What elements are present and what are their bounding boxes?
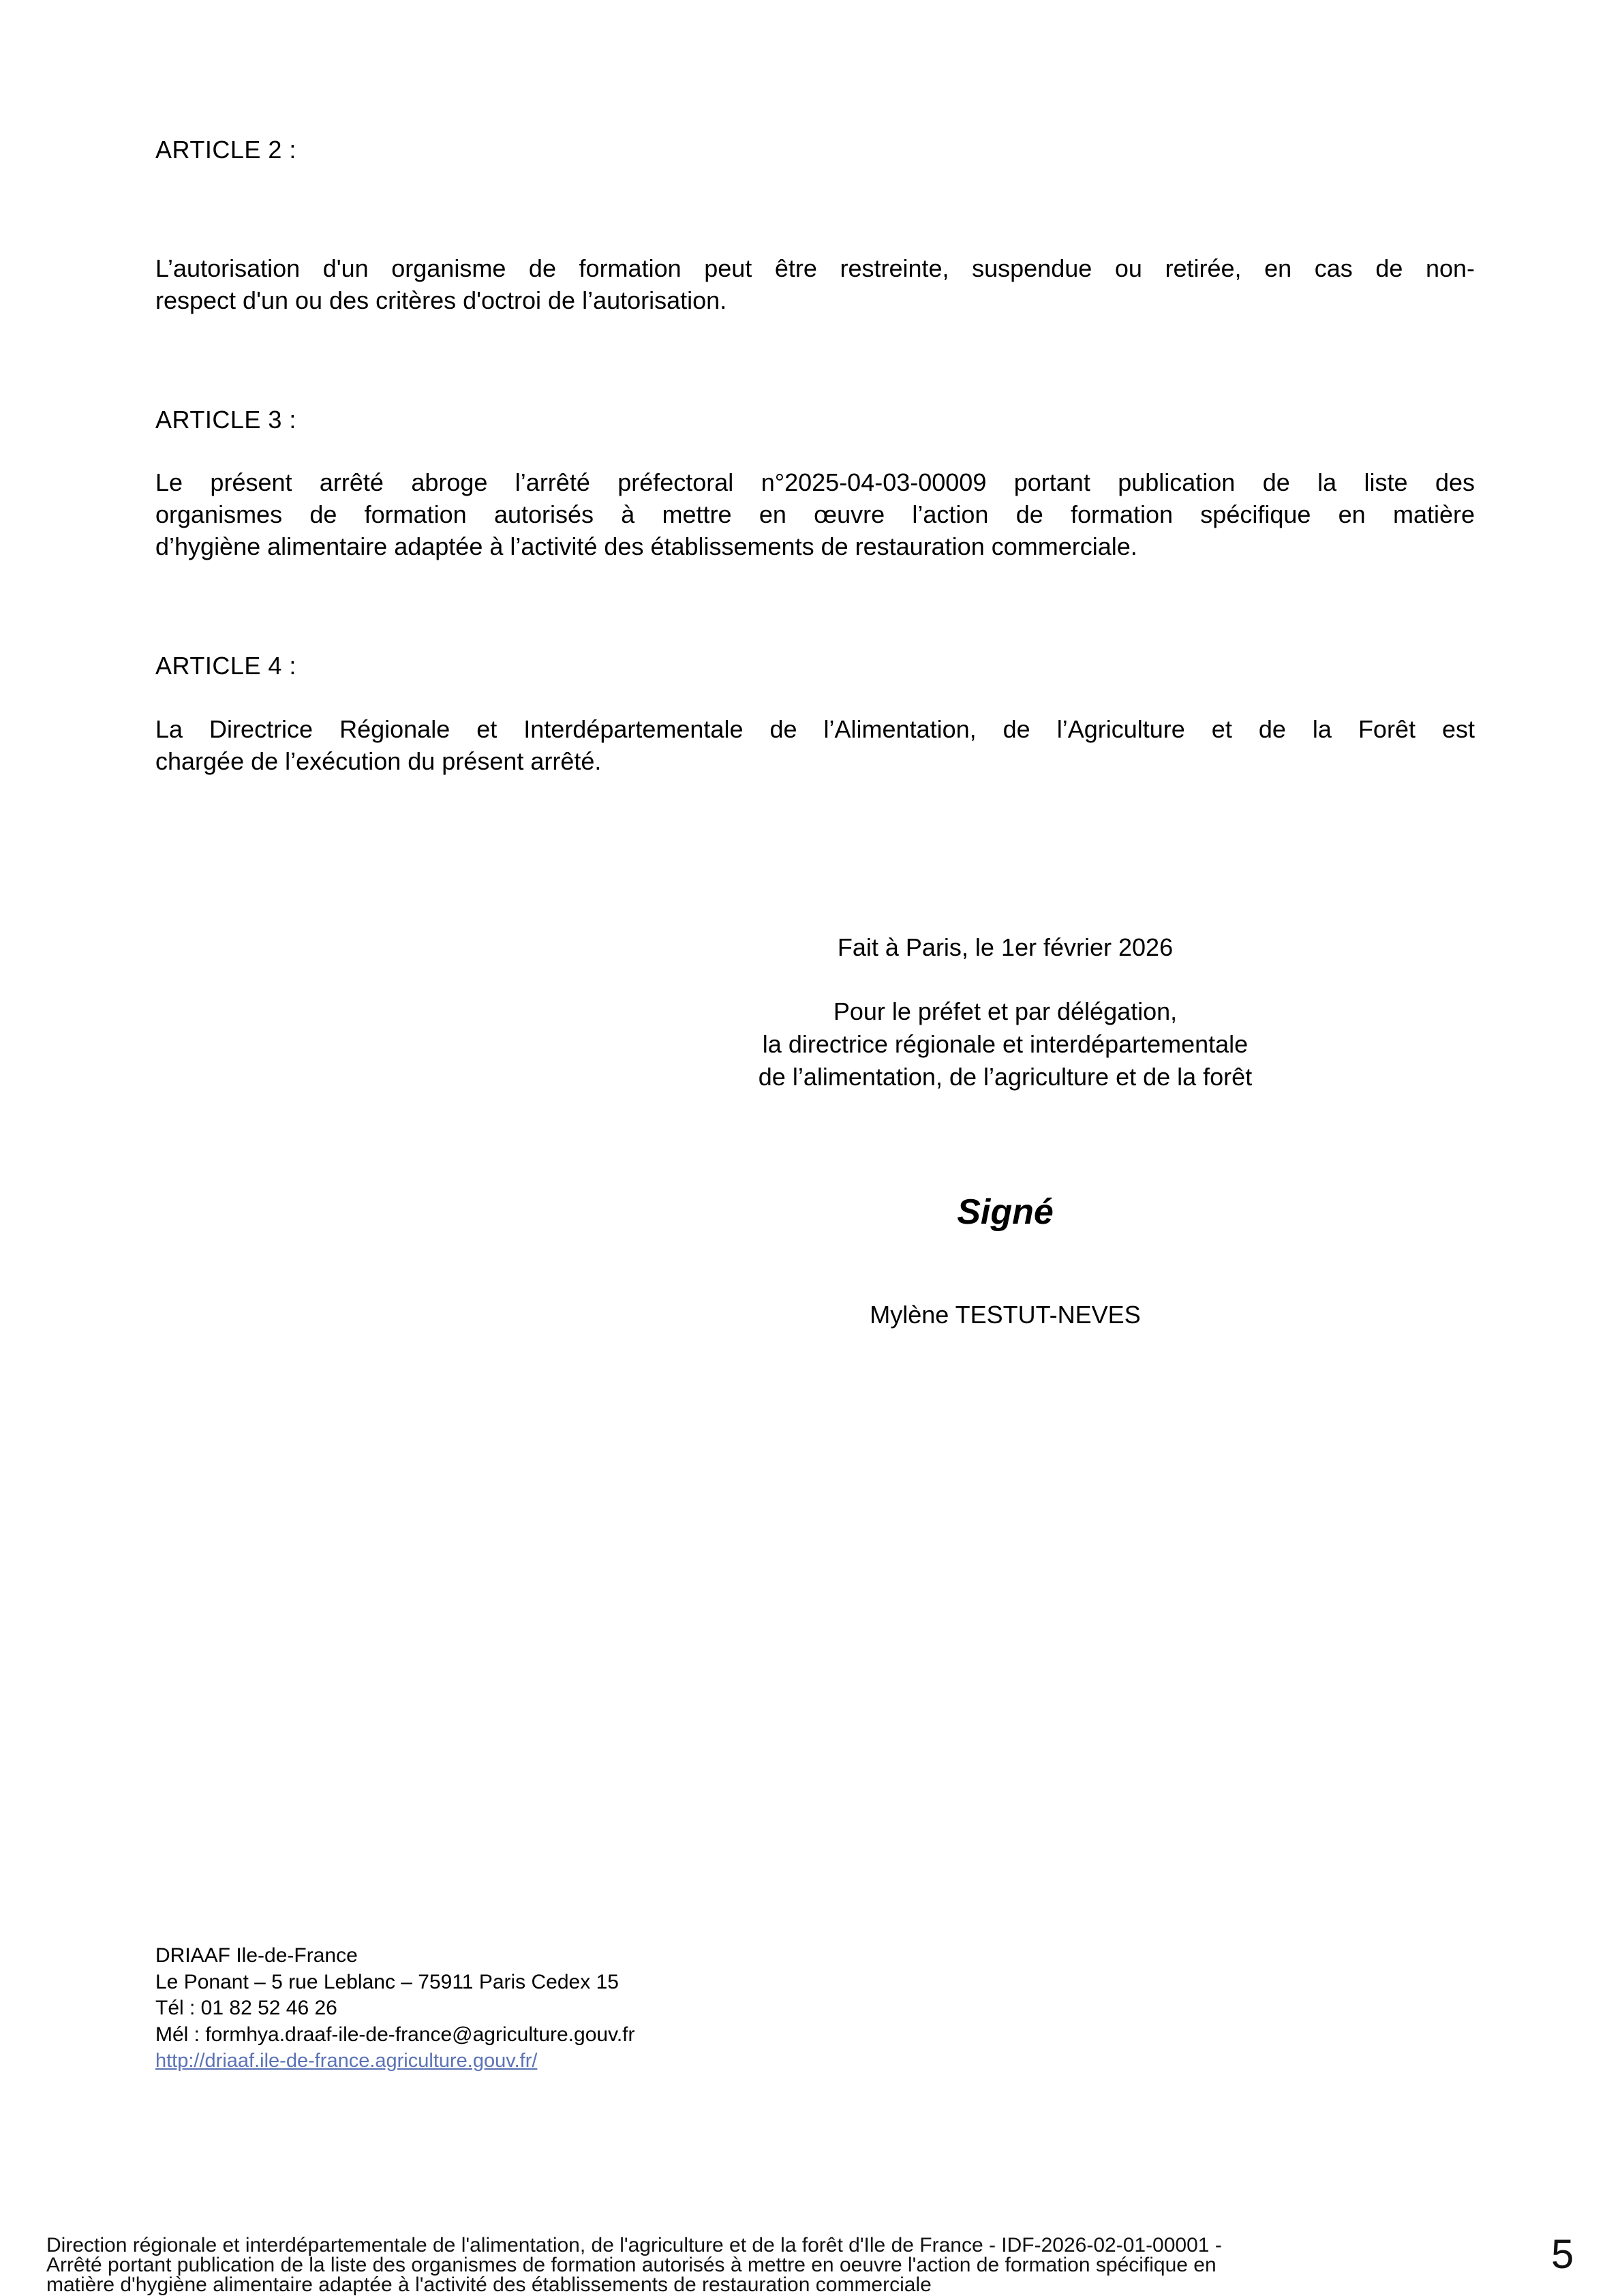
paragraph-line: organismes de formation autorisés à mettre en œuvre l’action de formation spécifique en matière: [155, 500, 1475, 528]
article-2-paragraph: [155, 252, 1475, 316]
signatory-name: Mylène TESTUT-NEVES: [870, 1301, 1141, 1329]
page-number: 5: [1551, 2231, 1574, 2277]
footer-line: matière d'hygiène alimentaire adaptée à l'activité des établissements de restauration commerciale: [46, 2274, 932, 2296]
delegation-line: la directrice régionale et interdépartementale: [762, 1030, 1249, 1058]
paragraph-line: La Directrice Régionale et Interdépartementale de l’Alimentation, de l’Agriculture et de la Forêt est: [155, 715, 1475, 743]
paragraph-line: L’autorisation d'un organisme de formation peut être restreinte, suspendue ou retirée, en cas de non-: [155, 254, 1475, 282]
website-link[interactable]: http://driaaf.ile-de-france.agriculture.gouv.fr/: [155, 2050, 538, 2072]
contact-org: DRIAAF Ile-de-France: [155, 1944, 358, 1967]
signed-label: Signé: [957, 1192, 1054, 1232]
paragraph-line: Le présent arrêté abroge l’arrêté préfectoral n°2025-04-03-00009 portant publication de la liste des: [155, 468, 1475, 496]
paragraph-line: respect d'un ou des critères d'octroi de l’autorisation.: [155, 286, 727, 314]
contact-phone: Tél : 01 82 52 46 26: [155, 1997, 337, 2019]
place-and-date: Fait à Paris, le 1er février 2026: [837, 933, 1174, 961]
paragraph-line: d’hygiène alimentaire adaptée à l’activité des établissements de restauration commerciale.: [155, 532, 1137, 560]
article-3-heading: ARTICLE 3 :: [155, 406, 296, 434]
footer-line: Direction régionale et interdépartementale de l'alimentation, de l'agriculture et de la forêt d'Ile de France - IDF-2026-02-01-00001 -: [46, 2234, 1222, 2256]
article-4-heading: ARTICLE 4 :: [155, 652, 296, 680]
contact-email: Mél : formhya.draaf-ile-de-france@agriculture.gouv.fr: [155, 2023, 635, 2046]
article-4-paragraph: [155, 713, 1475, 777]
contact-block: [155, 1943, 635, 2074]
article-3-paragraph: [155, 466, 1475, 562]
contact-address: Le Ponant – 5 rue Leblanc – 75911 Paris Cedex 15: [155, 1970, 619, 1993]
delegation-line: de l’alimentation, de l’agriculture et de la forêt: [758, 1063, 1253, 1091]
paragraph-line: chargée de l’exécution du présent arrêté.: [155, 747, 602, 775]
delegation-block: [664, 995, 1346, 1093]
page-footer: [46, 2235, 1450, 2295]
delegation-line: Pour le préfet et par délégation,: [833, 997, 1178, 1025]
article-2-heading: ARTICLE 2 :: [155, 136, 296, 164]
footer-line: Arrêté portant publication de la liste des organismes de formation autorisés à mettre en oeuvre l'action de formation spécifique en: [46, 2254, 1216, 2276]
